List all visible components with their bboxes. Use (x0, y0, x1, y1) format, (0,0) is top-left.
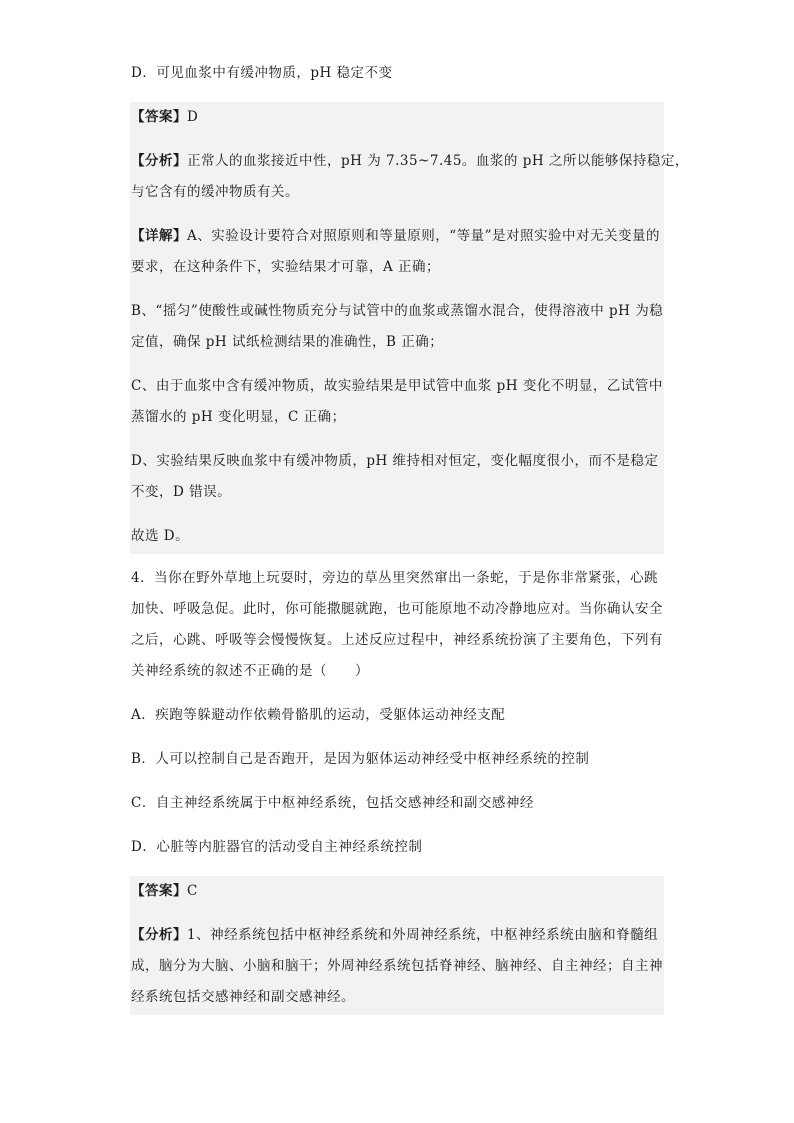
detail3-conclusion: 故选 D。 (131, 528, 190, 544)
analysis4: 【分析】1、神经系统包括中枢神经系统和外周神经系统，中枢神经系统由脑和脊髓组 成，脑分为大脑、小脑和脑干；外周神经系统包括脊神经、脑神经、自主神经；自主神 经系统包括交感神经和副交感神经。 (131, 927, 663, 1005)
answer3-label: 【答案】 (131, 109, 187, 125)
q3-option-d: D．可见血浆中有缓冲物质，pH 稳定不变 (131, 65, 393, 81)
question4-stem: 4．当你在野外草地上玩耍时，旁边的草丛里突然窜出一条蛇，于是你非常紧张，心跳 加快、呼吸急促。此时，你可能撒腿就跑，也可能原地不动冷静地应对。当你确认安全 之后，心跳、呼吸等会慢慢恢复。上述反应过程中，神经系统扮演了主要角色，下列有 关神经系统的叙述不正确的是（ ） (131, 570, 663, 679)
analysis4-label: 【分析】 (131, 927, 187, 943)
q4-answer-panel (130, 876, 664, 1015)
detail3-a: 【详解】A、实验设计要符合对照原则和等量原则，“等量”是对照实验中对无关变量的 要求，在这种条件下，实验结果才可靠，A 正确； (131, 228, 661, 275)
answer3-value: D (187, 109, 199, 125)
page-content (131, 58, 689, 1015)
detail3-c: C、由于血浆中含有缓冲物质，故实验结果是甲试管中血浆 pH 变化不明显，乙试管中 蒸馏水的 pH 变化明显，C 正确； (131, 378, 663, 425)
answer3 (131, 102, 663, 146)
detail3-b: B、“摇匀”使酸性或碱性物质充分与试管中的血浆或蒸馏水混合，使得溶液中 pH 为稳 定值，确保 pH 试纸检测结果的准确性，B 正确； (131, 303, 664, 350)
analysis3-label: 【分析】 (131, 153, 187, 169)
answer4-value: C (187, 883, 198, 899)
question4-option-b: B．人可以控制自己是否跑开，是因为躯体运动神经受中枢神经系统的控制 (131, 751, 590, 767)
analysis3: 【分析】正常人的血浆接近中性，pH 为 7.35~7.45。血浆的 pH 之所以能够保持稳定， 与它含有的缓冲物质有关。 (131, 153, 689, 200)
q3-answer-panel (130, 102, 689, 554)
question4-option-c: C．自主神经系统属于中枢神经系统，包括交感神经和副交感神经 (131, 795, 534, 811)
detail3-label: 【详解】 (131, 228, 187, 244)
detail3-d: D、实验结果反映血浆中有缓冲物质，pH 维持相对恒定，变化幅度很小，而不是稳定 不变，D 错误。 (131, 453, 659, 500)
answer4-label: 【答案】 (131, 883, 187, 899)
answer4 (131, 876, 663, 920)
question4-option-a: A．疾跑等躲避动作依赖骨骼肌的运动，受躯体运动神经支配 (131, 707, 506, 723)
question4-option-d: D．心脏等内脏器官的活动受自主神经系统控制 (131, 839, 423, 855)
